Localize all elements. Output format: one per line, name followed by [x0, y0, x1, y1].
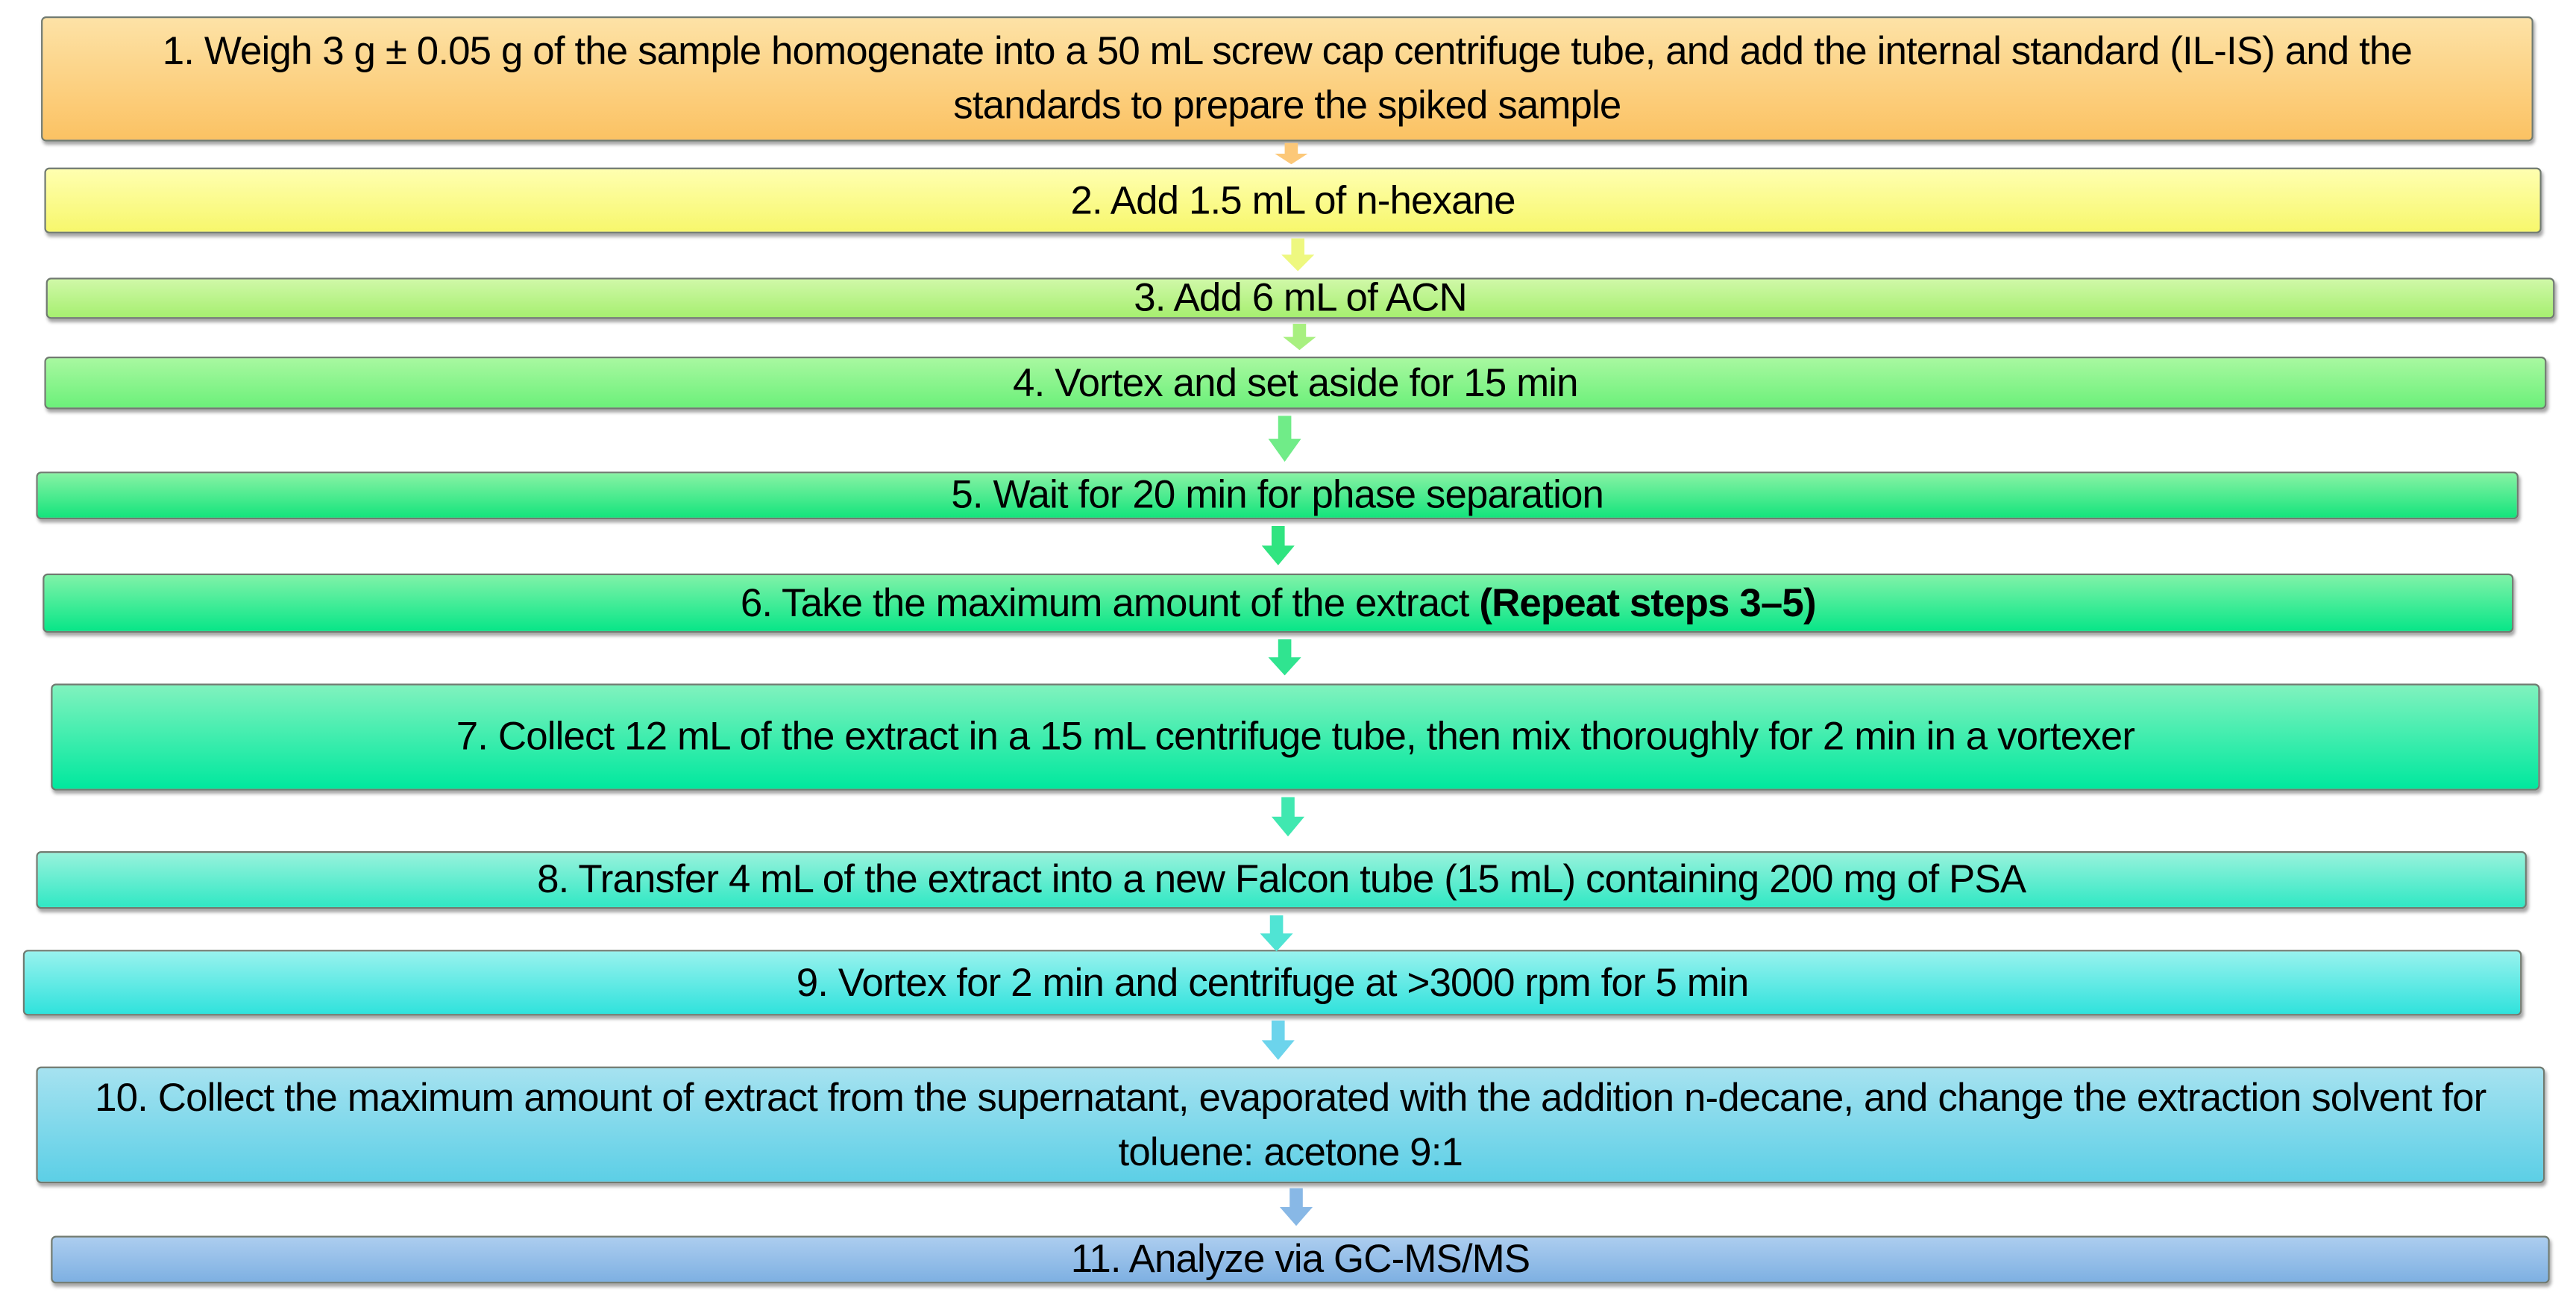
- step-8-text: 8. Transfer 4 mL of the extract into a new Falcon tube (15 mL) containing 200 mg of PSA: [537, 857, 2026, 903]
- step-2-box: [44, 168, 2541, 234]
- step-8-box: [36, 851, 2526, 909]
- step-2-text: 2. Add 1.5 mL of n-hexane: [1070, 178, 1515, 223]
- arrow-down-icon: [1269, 639, 1301, 675]
- step-7-text: 7. Collect 12 mL of the extract in a 15 mL centrifuge tube, then mix thoroughly for 2 min in a vortexer: [456, 715, 2135, 759]
- arrow-down-icon: [1260, 915, 1293, 951]
- step-10-text: 10. Collect the maximum amount of extract from the supernatant, evaporated with the addition n-decane, and change the extraction solvent for toluene: acetone 9:1: [95, 1075, 2487, 1174]
- step-4-box: [44, 357, 2546, 409]
- step-11-text: 11. Analyze via GC-MS/MS: [1070, 1237, 1530, 1282]
- step-11-box: [51, 1236, 2549, 1284]
- arrow-down-icon: [1275, 143, 1307, 165]
- arrow-down-icon: [1262, 1021, 1295, 1060]
- step-9-box: [23, 950, 2522, 1015]
- step-6-bold-text: (Repeat steps 3–5): [1479, 580, 1816, 626]
- step-5-text: 5. Wait for 20 min for phase separation: [951, 473, 1604, 518]
- arrow-down-icon: [1281, 238, 1314, 271]
- arrow-down-icon: [1280, 1188, 1313, 1226]
- step-10-box: [36, 1067, 2545, 1183]
- step-6-box: [43, 574, 2513, 633]
- arrow-down-icon: [1269, 416, 1301, 462]
- step-6-text: [741, 576, 1816, 630]
- step-9-text: 9. Vortex for 2 min and centrifuge at >3000 rpm for 5 min: [796, 960, 1749, 1006]
- step-7-box: [51, 683, 2539, 790]
- step-1-box: [41, 16, 2533, 141]
- arrow-down-icon: [1262, 526, 1295, 565]
- step-3-box: [46, 278, 2555, 319]
- step-5-box: [36, 471, 2518, 519]
- arrow-down-icon: [1272, 797, 1304, 836]
- arrow-down-icon: [1283, 324, 1316, 350]
- step-6-main-text: 6. Take the maximum amount of the extract: [740, 580, 1480, 626]
- step-4-text: 4. Vortex and set aside for 15 min: [1013, 360, 1578, 405]
- step-1-text: 1. Weigh 3 g ± 0.05 g of the sample homogenate into a 50 mL screw cap centrifuge tube, and add the internal standard (IL-IS) and the standards to prepare the spiked sample: [162, 29, 2412, 128]
- step-3-text: 3. Add 6 mL of ACN: [1134, 276, 1467, 321]
